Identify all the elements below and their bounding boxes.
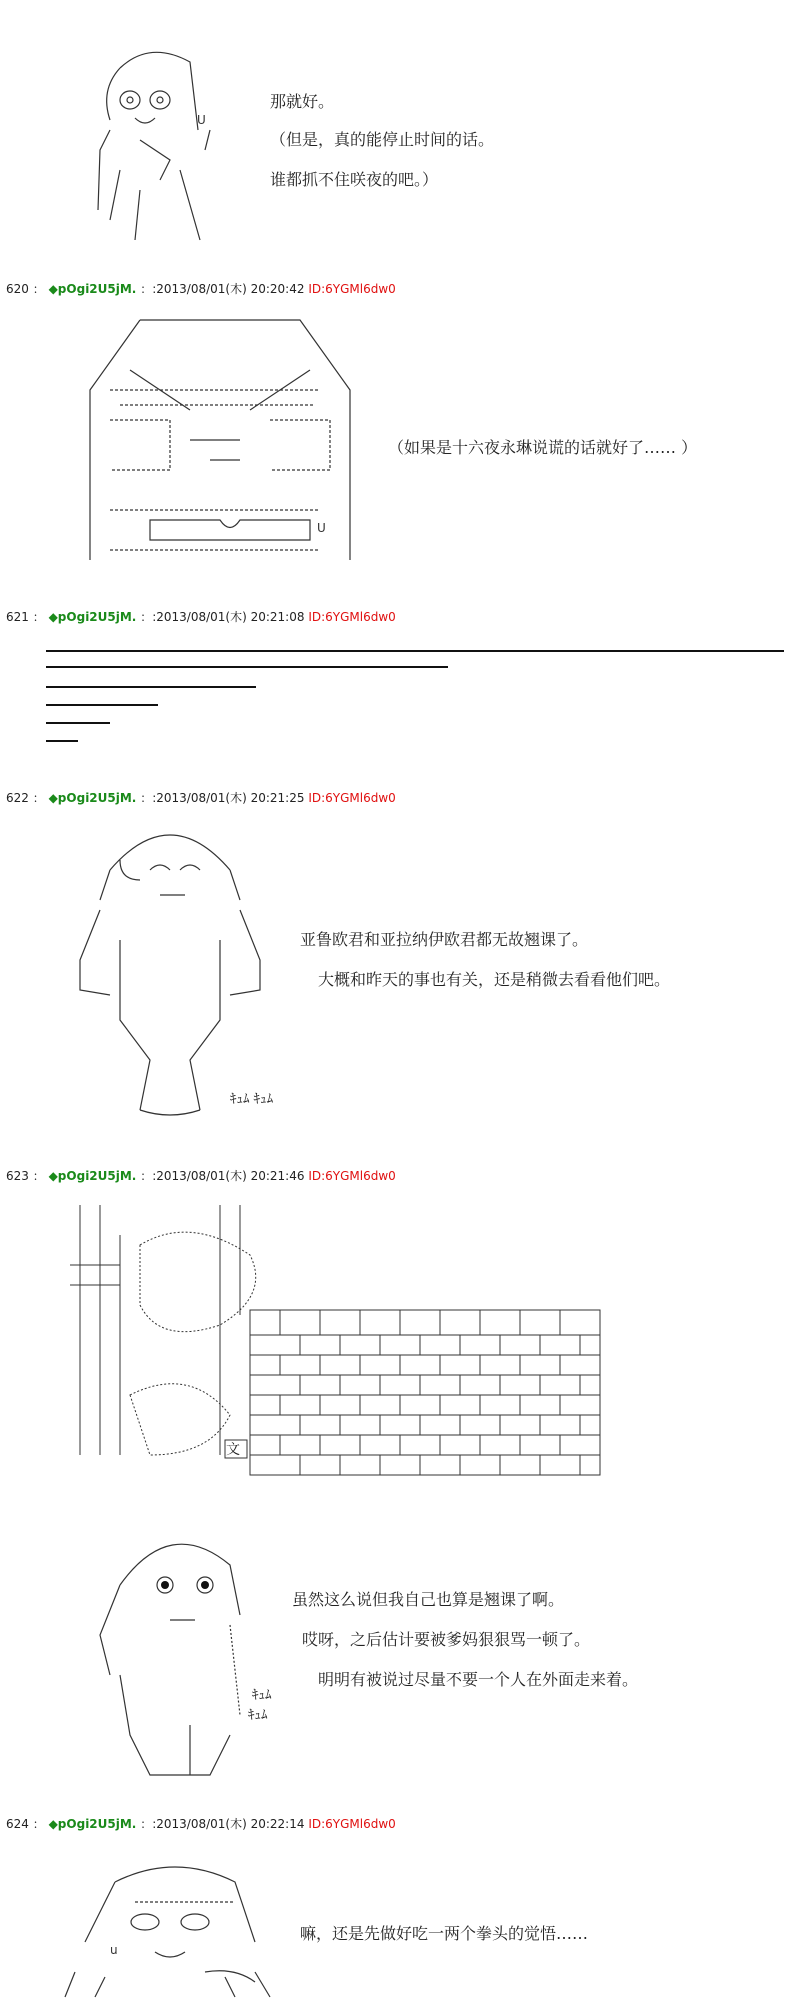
svg-text:u: u bbox=[110, 1943, 118, 1957]
post-number: 624 bbox=[6, 1817, 29, 1831]
divider-line bbox=[46, 666, 448, 668]
post-header bbox=[6, 280, 396, 297]
dialog-line: 大概和昨天的事也有关，还是稍微去看看他们吧。 bbox=[318, 970, 671, 989]
post-separator: ： bbox=[32, 1169, 45, 1183]
post-tripcode[interactable]: ◆pOgi2U5jM. bbox=[48, 791, 137, 805]
post-separator: ： bbox=[32, 1817, 45, 1831]
post-number: 623 bbox=[6, 1169, 29, 1183]
post-number: 621 bbox=[6, 610, 29, 624]
sfx-text: ｷｭﾑ ｷｭﾑ bbox=[230, 1092, 274, 1107]
post-header bbox=[6, 1815, 396, 1832]
sfx-text: ｷｭﾑ bbox=[252, 1688, 272, 1703]
ascii-art-character-surprised bbox=[90, 1525, 290, 1785]
post-number: 622 bbox=[6, 791, 29, 805]
dialog-line: 亚鲁欧君和亚拉纳伊欧君都无故翘课了。 bbox=[300, 930, 589, 949]
ascii-art-character-thinking bbox=[80, 40, 260, 250]
post-header bbox=[6, 1167, 396, 1184]
sign-text: 文 bbox=[226, 1442, 240, 1458]
svg-text:U: U bbox=[317, 521, 326, 535]
dialog-line: （如果是十六夜永琳说谎的话就好了…… ） bbox=[388, 438, 698, 457]
dialog-line: 明明有被说过尽量不要一个人在外面走来着。 bbox=[318, 1670, 639, 1689]
dialog-line: 那就好。 bbox=[270, 92, 335, 111]
divider-line bbox=[46, 740, 78, 742]
post-separator: ： bbox=[32, 610, 45, 624]
ascii-art-character-determined bbox=[55, 1862, 285, 2000]
dialog-line: （但是，真的能停止时间的话。 bbox=[270, 130, 495, 149]
post-id[interactable]: ID:6YGMl6dw0 bbox=[308, 282, 396, 296]
post-colons: ：: bbox=[140, 791, 157, 805]
ascii-art-character-walking bbox=[70, 820, 290, 1130]
ascii-art-wall-scene bbox=[60, 1195, 620, 1515]
post-colons: ：: bbox=[140, 610, 157, 624]
post-tripcode[interactable]: ◆pOgi2U5jM. bbox=[48, 1817, 137, 1831]
dialog-line: 哎呀，之后估计要被爹妈狠狠骂一顿了。 bbox=[302, 1630, 591, 1649]
post-date: 2013/08/01(木) 20:22:14 bbox=[156, 1817, 305, 1831]
post-date: 2013/08/01(木) 20:21:46 bbox=[156, 1169, 305, 1183]
divider-line bbox=[46, 704, 158, 706]
post-tripcode[interactable]: ◆pOgi2U5jM. bbox=[48, 1169, 137, 1183]
post-colons: ：: bbox=[140, 282, 157, 296]
post-colons: ：: bbox=[140, 1169, 157, 1183]
post-date: 2013/08/01(木) 20:21:08 bbox=[156, 610, 305, 624]
post-tripcode[interactable]: ◆pOgi2U5jM. bbox=[48, 610, 137, 624]
sfx-text: ｷｭﾑ bbox=[248, 1708, 268, 1723]
post-id[interactable]: ID:6YGMl6dw0 bbox=[308, 610, 396, 624]
svg-text:U: U bbox=[197, 113, 206, 127]
post-separator: ： bbox=[32, 791, 45, 805]
post-id[interactable]: ID:6YGMl6dw0 bbox=[308, 791, 396, 805]
post-id[interactable]: ID:6YGMl6dw0 bbox=[308, 1169, 396, 1183]
divider-line bbox=[46, 686, 256, 688]
divider-line bbox=[46, 722, 110, 724]
dialog-line: 虽然这么说但我自己也算是翘课了啊。 bbox=[292, 1590, 565, 1609]
post-date: 2013/08/01(木) 20:20:42 bbox=[156, 282, 305, 296]
dialog-line: 嘛，还是先做好吃一两个拳头的觉悟…… bbox=[300, 1924, 589, 1943]
post-header bbox=[6, 789, 396, 806]
post-id[interactable]: ID:6YGMl6dw0 bbox=[308, 1817, 396, 1831]
post-header bbox=[6, 608, 396, 625]
post-date: 2013/08/01(木) 20:21:25 bbox=[156, 791, 305, 805]
post-colons: ：: bbox=[140, 1817, 157, 1831]
dialog-line: 谁都抓不住咲夜的吧。） bbox=[270, 170, 439, 189]
post-separator: ： bbox=[32, 282, 45, 296]
post-tripcode[interactable]: ◆pOgi2U5jM. bbox=[48, 282, 137, 296]
divider-line bbox=[46, 650, 784, 652]
post-number: 620 bbox=[6, 282, 29, 296]
ascii-art-character-closed-eyes bbox=[70, 310, 360, 570]
